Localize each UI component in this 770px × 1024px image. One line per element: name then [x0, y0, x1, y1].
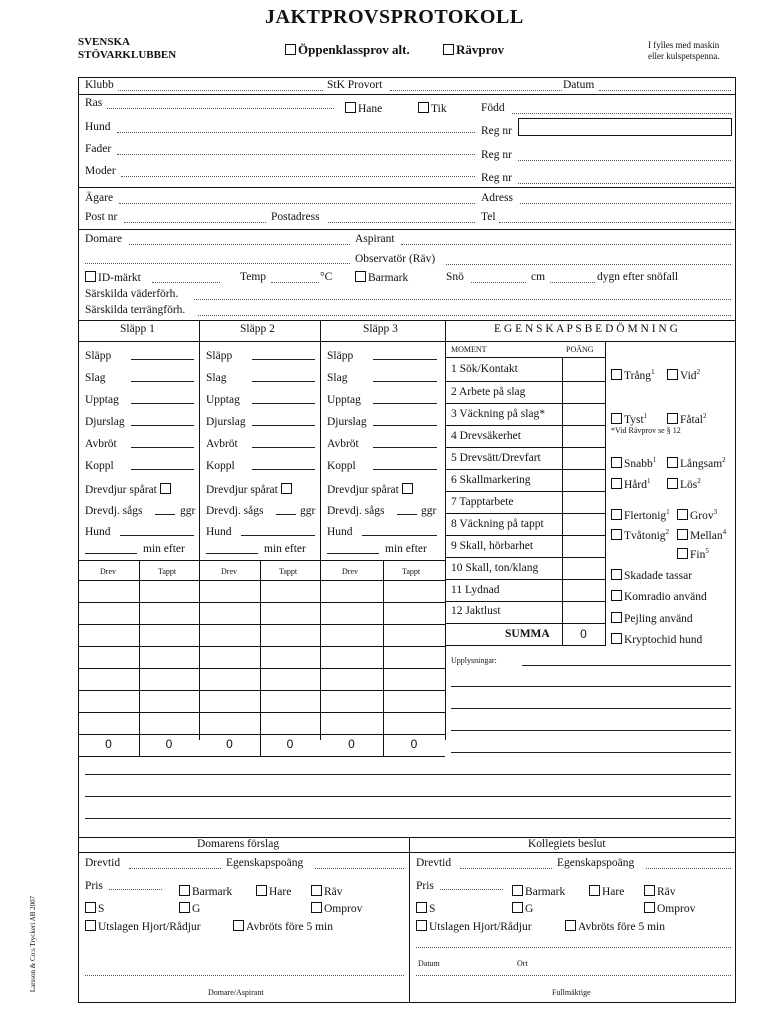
summa-value: 0	[580, 627, 587, 641]
koppl-field[interactable]	[131, 469, 194, 470]
adress-label: Adress	[481, 192, 513, 204]
koppl-row-label: Koppl	[327, 460, 356, 472]
slapp-field[interactable]	[373, 359, 437, 360]
barmark-checkbox[interactable]	[179, 885, 190, 896]
slapp-field[interactable]	[252, 359, 315, 360]
avbrots-checkbox[interactable]	[565, 920, 576, 931]
tvatonig-checkbox[interactable]	[611, 529, 622, 540]
fodd-field[interactable]	[512, 113, 731, 114]
fatal-option[interactable]: Fåtal$^2$	[667, 412, 707, 426]
koppl-row-label: Koppl	[85, 460, 114, 472]
barmark-checkbox[interactable]	[512, 885, 523, 896]
avbrots-option[interactable]: Avbröts före 5 min	[233, 920, 333, 933]
fill-note-line2: eller kulspetspenna.	[648, 51, 720, 61]
tappt-header-1: Tappt	[158, 567, 177, 576]
avbrot-field[interactable]	[373, 447, 437, 448]
dygn-field[interactable]	[550, 282, 595, 283]
tik-option[interactable]: Tik	[418, 102, 447, 115]
slag-field[interactable]	[131, 381, 194, 382]
rav-checkbox[interactable]	[311, 885, 322, 896]
pris-field-2[interactable]	[440, 889, 503, 890]
upplysningar-line[interactable]	[451, 708, 731, 709]
hund-row-label: Hund	[327, 526, 353, 538]
omprov-checkbox[interactable]	[644, 902, 655, 913]
total-tappt-1: 0	[165, 737, 173, 751]
hane-option[interactable]: Hane	[345, 102, 382, 115]
avbrots-checkbox[interactable]	[233, 920, 244, 931]
tyst-option[interactable]: Tyst$^1$	[611, 412, 647, 426]
domare-field[interactable]	[129, 244, 350, 245]
upplysningar-line[interactable]	[451, 686, 731, 687]
upptag-row-label: Upptag	[85, 394, 119, 406]
upptag-field[interactable]	[131, 403, 194, 404]
hund-row-field[interactable]	[120, 535, 194, 536]
kollegiets-beslut-header: Kollegiets beslut	[528, 838, 606, 850]
notes-line[interactable]	[85, 774, 731, 775]
club-name-line2: STÖVARKLUBBEN	[78, 49, 177, 61]
slapp-row-label: Släpp	[85, 350, 112, 362]
drevtid-label: Drevtid	[85, 857, 121, 869]
ras-label: Ras	[85, 97, 103, 109]
grov-option[interactable]: Grov$^3$	[677, 508, 717, 522]
upptag-field[interactable]	[373, 403, 437, 404]
sno-label: Snö	[446, 271, 464, 283]
hare-option[interactable]: Hare	[256, 885, 291, 898]
slapp-3-header: Släpp 3	[363, 323, 398, 335]
drevtid-field-2[interactable]	[460, 868, 552, 869]
min-efter-field[interactable]	[327, 553, 379, 554]
djurslag-field[interactable]	[373, 425, 437, 426]
moment-12: 12 Jaktlust	[451, 605, 501, 617]
min-efter-field[interactable]	[85, 553, 137, 554]
total-tappt-2: 0	[286, 737, 294, 751]
pejling-option[interactable]: Pejling använd	[611, 612, 693, 625]
ort-label: Ort	[517, 959, 528, 968]
tel-label: Tel	[481, 211, 496, 223]
avbrot-field[interactable]	[131, 447, 194, 448]
fatal-checkbox[interactable]	[667, 413, 678, 424]
s-option-2[interactable]: S	[416, 902, 435, 915]
los-checkbox[interactable]	[667, 478, 678, 489]
komradio-checkbox[interactable]	[611, 590, 622, 601]
egenskapspoang-field-2[interactable]	[646, 868, 731, 869]
drevtid-field[interactable]	[129, 868, 221, 869]
egenskapspoang-field[interactable]	[315, 868, 404, 869]
komradio-option[interactable]: Komradio använd	[611, 590, 707, 603]
g-checkbox[interactable]	[512, 902, 523, 913]
observator-label: Observatör (Räv)	[355, 253, 436, 265]
fox-trial-checkbox[interactable]	[443, 44, 454, 55]
celsius-label: °C	[320, 271, 333, 283]
id-markt-field[interactable]	[152, 282, 220, 283]
summa-label: SUMMA	[505, 628, 550, 640]
fader-label: Fader	[85, 143, 112, 155]
hund-row-label: Hund	[85, 526, 111, 538]
club-name-line1: SVENSKA	[78, 36, 130, 48]
adress-field[interactable]	[520, 203, 731, 204]
mellan-option[interactable]: Mellan$^4$	[677, 528, 726, 542]
postadress-label: Postadress	[271, 211, 320, 223]
upptag-row-label: Upptag	[206, 394, 240, 406]
reg-nr-label-1: Reg nr	[481, 125, 512, 137]
printer-credit: Larsson & Co:s Tryckeri AB 2007	[29, 895, 37, 993]
post-nr-label: Post nr	[85, 211, 118, 223]
upplysningar-line[interactable]	[451, 752, 731, 753]
fill-note-line1: I fylles med maskin	[648, 40, 720, 50]
moment-10: 10 Skall, ton/klang	[451, 562, 539, 574]
notes-line[interactable]	[85, 796, 731, 797]
hund-row-field[interactable]	[362, 535, 437, 536]
djurslag-field[interactable]	[252, 425, 315, 426]
koppl-row-label: Koppl	[206, 460, 235, 472]
datum-label-bottom: Datum	[418, 959, 440, 968]
domarens-forslag-header: Domarens förslag	[197, 838, 280, 850]
omprov-checkbox[interactable]	[311, 902, 322, 913]
drev-header-2: Drev	[221, 567, 237, 576]
dygn-label: dygn efter snöfall	[597, 271, 679, 283]
kryptochid-option[interactable]: Kryptochid hund	[611, 633, 702, 646]
trang-option[interactable]: Trång$^1$	[611, 368, 655, 382]
djurslag-row-label: Djurslag	[85, 416, 125, 428]
slapp-row-label: Släpp	[206, 350, 233, 362]
mellan-checkbox[interactable]	[677, 529, 688, 540]
page-title: JAKTPROVSPROTOKOLL	[265, 6, 524, 28]
moment-9: 9 Skall, hörbarhet	[451, 540, 534, 552]
moment-2: 2 Arbete på slag	[451, 386, 526, 398]
moment-1: 1 Sök/Kontakt	[451, 363, 518, 375]
drevdj-sags-label: Drevdj. sågs	[85, 505, 143, 517]
s-checkbox[interactable]	[416, 902, 427, 913]
drevtid-label-2: Drevtid	[416, 857, 452, 869]
temp-label: Temp	[240, 271, 267, 283]
poang-header: POÄNG	[566, 345, 594, 354]
utslagen-checkbox[interactable]	[85, 920, 96, 931]
slag-field[interactable]	[373, 381, 437, 382]
slapp-2-header: Släpp 2	[240, 323, 275, 335]
g-option[interactable]: G	[179, 902, 200, 915]
moment-4: 4 Drevsäkerhet	[451, 430, 521, 442]
agare-field[interactable]	[119, 203, 475, 204]
klubb-field[interactable]	[118, 90, 323, 91]
djurslag-row-label: Djurslag	[206, 416, 246, 428]
kryptochid-checkbox[interactable]	[611, 633, 622, 644]
barmark-checkbox[interactable]	[355, 271, 366, 282]
moment-header: MOMENT	[451, 345, 487, 354]
moment-3: 3 Väckning på slag*	[451, 408, 546, 420]
datum-label: Datum	[563, 79, 595, 91]
moment-6: 6 Skallmarkering	[451, 474, 531, 486]
postadress-field[interactable]	[328, 222, 475, 223]
hund-row-field[interactable]	[241, 535, 315, 536]
stk-provort-label: StK Provort	[327, 79, 383, 91]
tappt-header-2: Tappt	[279, 567, 298, 576]
hund-label: Hund	[85, 121, 111, 133]
observator-field[interactable]	[446, 264, 731, 265]
barmark-option[interactable]: Barmark	[355, 271, 408, 284]
pris-label-2: Pris	[416, 880, 434, 892]
s-checkbox[interactable]	[85, 902, 96, 913]
langsam-option[interactable]: Långsam$^2$	[667, 456, 726, 470]
fullmaktige-label: Fullmäktige	[552, 988, 591, 997]
domare-aspirant-label: Domare/Aspirant	[208, 988, 264, 997]
klubb-label: Klubb	[85, 79, 114, 91]
slapp-field[interactable]	[131, 359, 194, 360]
slapp-row-label: Släpp	[327, 350, 354, 362]
reg-nr-fader-field[interactable]	[518, 160, 731, 161]
reg-nr-label-2: Reg nr	[481, 149, 512, 161]
moment-8: 8 Väckning på tappt	[451, 518, 544, 530]
fin-option[interactable]: Fin$^5$	[677, 547, 709, 561]
reg-nr-label-3: Reg nr	[481, 172, 512, 184]
egenskap-header: E G E N S K A P S B E D Ö M N I N G	[494, 323, 678, 335]
slag-row-label: Slag	[327, 372, 348, 384]
agare-label: Ägare	[85, 192, 114, 204]
los-option[interactable]: Lös$^2$	[667, 477, 701, 491]
moment-11: 11 Lydnad	[451, 584, 500, 596]
slapp-1-header: Släpp 1	[120, 323, 155, 335]
fodd-label: Född	[481, 102, 505, 114]
total-drev-3: 0	[348, 737, 355, 751]
utslagen-option-2[interactable]: Utslagen Hjort/Rådjur	[416, 920, 532, 933]
aspirant-label: Aspirant	[355, 233, 395, 245]
avbrot-row-label: Avbröt	[85, 438, 117, 450]
flertonig-checkbox[interactable]	[611, 509, 622, 520]
hard-checkbox[interactable]	[611, 478, 622, 489]
aspirant-field[interactable]	[401, 244, 731, 245]
domare-label: Domare	[85, 233, 123, 245]
hare-option-2[interactable]: Hare	[589, 885, 624, 898]
cm-label: cm	[531, 271, 546, 283]
observator-name-field[interactable]	[85, 263, 350, 264]
drevdj-sags-label: Drevdj. sågs	[206, 505, 264, 517]
fullmaktige-signature-line[interactable]	[416, 975, 731, 976]
pejling-checkbox[interactable]	[611, 612, 622, 623]
sno-field[interactable]	[471, 282, 526, 283]
open-class-option[interactable]: Öppenklassprov alt.	[285, 42, 410, 58]
egenskapspoang-label-2: Egenskapspoäng	[557, 857, 635, 869]
djurslag-row-label: Djurslag	[327, 416, 367, 428]
hane-checkbox[interactable]	[345, 102, 356, 113]
drev-header-1: Drev	[100, 567, 116, 576]
upptag-field[interactable]	[252, 403, 315, 404]
moder-field[interactable]	[121, 176, 475, 177]
drev-header-3: Drev	[342, 567, 358, 576]
g-option-2[interactable]: G	[512, 902, 533, 915]
langsam-checkbox[interactable]	[667, 457, 678, 468]
rav-note: *Vid Rävprov se § 12	[611, 426, 681, 435]
slag-row-label: Slag	[206, 372, 227, 384]
drevdj-sags-field[interactable]	[276, 514, 296, 515]
upplysningar-line[interactable]	[451, 730, 731, 731]
id-markt-checkbox[interactable]	[85, 271, 96, 282]
upplysningar-label: Upplysningar:	[451, 656, 497, 665]
total-drev-2: 0	[226, 737, 233, 751]
open-class-checkbox[interactable]	[285, 44, 296, 55]
rav-checkbox[interactable]	[644, 885, 655, 896]
drevdjur-checkbox[interactable]	[402, 483, 413, 494]
utslagen-checkbox[interactable]	[416, 920, 427, 931]
drevdjur-checkbox[interactable]	[281, 483, 292, 494]
utslagen-option[interactable]: Utslagen Hjort/Rådjur	[85, 920, 201, 933]
avbrots-option-2[interactable]: Avbröts före 5 min	[565, 920, 665, 933]
domare-signature-line[interactable]	[85, 975, 404, 976]
skadade-option[interactable]: Skadade tassar	[611, 569, 692, 582]
tel-field[interactable]	[499, 222, 731, 223]
upplysningar-line[interactable]	[522, 665, 731, 666]
omprov-option-2[interactable]: Omprov	[644, 902, 695, 915]
drevdj-sags-label: Drevdj. sågs	[327, 505, 385, 517]
min-efter-label: min efter	[264, 543, 306, 555]
djurslag-field[interactable]	[131, 425, 194, 426]
post-nr-field[interactable]	[124, 222, 266, 223]
ras-field[interactable]	[107, 108, 334, 109]
tyst-checkbox[interactable]	[611, 413, 622, 424]
temp-field[interactable]	[271, 282, 319, 283]
drevdjur-option[interactable]: Drevdjur spårat	[206, 483, 294, 496]
pris-field[interactable]	[109, 889, 162, 890]
reg-nr-moder-field[interactable]	[518, 183, 731, 184]
egenskapspoang-label: Egenskapspoäng	[226, 857, 304, 869]
ggr-label: ggr	[180, 505, 196, 517]
g-checkbox[interactable]	[179, 902, 190, 913]
slag-row-label: Slag	[85, 372, 106, 384]
moder-label: Moder	[85, 165, 116, 177]
hare-checkbox[interactable]	[589, 885, 600, 896]
fader-field[interactable]	[117, 154, 475, 155]
snabb-option[interactable]: Snabb$^1$	[611, 456, 656, 470]
drevdjur-checkbox[interactable]	[160, 483, 171, 494]
hund-field[interactable]	[117, 132, 475, 133]
min-efter-label: min efter	[385, 543, 427, 555]
barmark-option-2[interactable]: Barmark	[512, 885, 565, 898]
total-drev-1: 0	[105, 737, 112, 751]
rav-option-2[interactable]: Räv	[644, 885, 676, 898]
tvatonig-option[interactable]: Tvåtonig$^2$	[611, 528, 669, 542]
avbrot-row-label: Avbröt	[327, 438, 359, 450]
barmark-option[interactable]: Barmark	[179, 885, 232, 898]
drevdj-sags-field[interactable]	[397, 514, 417, 515]
grov-checkbox[interactable]	[677, 509, 688, 520]
koppl-field[interactable]	[252, 469, 315, 470]
omprov-option[interactable]: Omprov	[311, 902, 362, 915]
skadade-checkbox[interactable]	[611, 569, 622, 580]
vaderforh-field[interactable]	[194, 299, 731, 300]
koppl-field[interactable]	[373, 469, 437, 470]
rav-option[interactable]: Räv	[311, 885, 343, 898]
moment-5: 5 Drevsätt/Drevfart	[451, 452, 541, 464]
id-markt-option[interactable]: ID-märkt	[85, 271, 141, 284]
snabb-checkbox[interactable]	[611, 457, 622, 468]
ggr-label: ggr	[300, 505, 316, 517]
avbrot-field[interactable]	[252, 447, 315, 448]
upptag-row-label: Upptag	[327, 394, 361, 406]
stk-provort-field[interactable]	[390, 90, 562, 91]
tik-checkbox[interactable]	[418, 102, 429, 113]
tappt-header-3: Tappt	[402, 567, 421, 576]
datum-ort-line[interactable]	[416, 947, 731, 948]
hund-row-label: Hund	[206, 526, 232, 538]
vaderforh-label: Särskilda väderförh.	[85, 288, 179, 300]
terrangforh-field[interactable]	[198, 315, 731, 316]
drevdj-sags-field[interactable]	[155, 514, 175, 515]
hare-checkbox[interactable]	[256, 885, 267, 896]
total-tappt-3: 0	[410, 737, 418, 751]
slag-field[interactable]	[252, 381, 315, 382]
hard-option[interactable]: Hård$^1$	[611, 477, 651, 491]
vid-option[interactable]: Vid$^2$	[667, 368, 700, 382]
terrangforh-label: Särskilda terrängförh.	[85, 304, 186, 316]
trang-checkbox[interactable]	[611, 369, 622, 380]
flertonig-option[interactable]: Flertonig$^1$	[611, 508, 670, 522]
reg-nr-input[interactable]	[518, 118, 732, 136]
min-efter-label: min efter	[143, 543, 185, 555]
fox-trial-option[interactable]: Rävprov	[443, 42, 504, 58]
s-option[interactable]: S	[85, 902, 104, 915]
vid-checkbox[interactable]	[667, 369, 678, 380]
drevdjur-option[interactable]: Drevdjur spårat	[327, 483, 415, 496]
pris-label: Pris	[85, 880, 103, 892]
fin-checkbox[interactable]	[677, 548, 688, 559]
moment-7: 7 Tapptarbete	[451, 496, 514, 508]
min-efter-field[interactable]	[206, 553, 258, 554]
ggr-label: ggr	[421, 505, 437, 517]
datum-field[interactable]	[599, 90, 731, 91]
notes-line[interactable]	[85, 818, 731, 819]
drevdjur-option[interactable]: Drevdjur spårat	[85, 483, 173, 496]
avbrot-row-label: Avbröt	[206, 438, 238, 450]
